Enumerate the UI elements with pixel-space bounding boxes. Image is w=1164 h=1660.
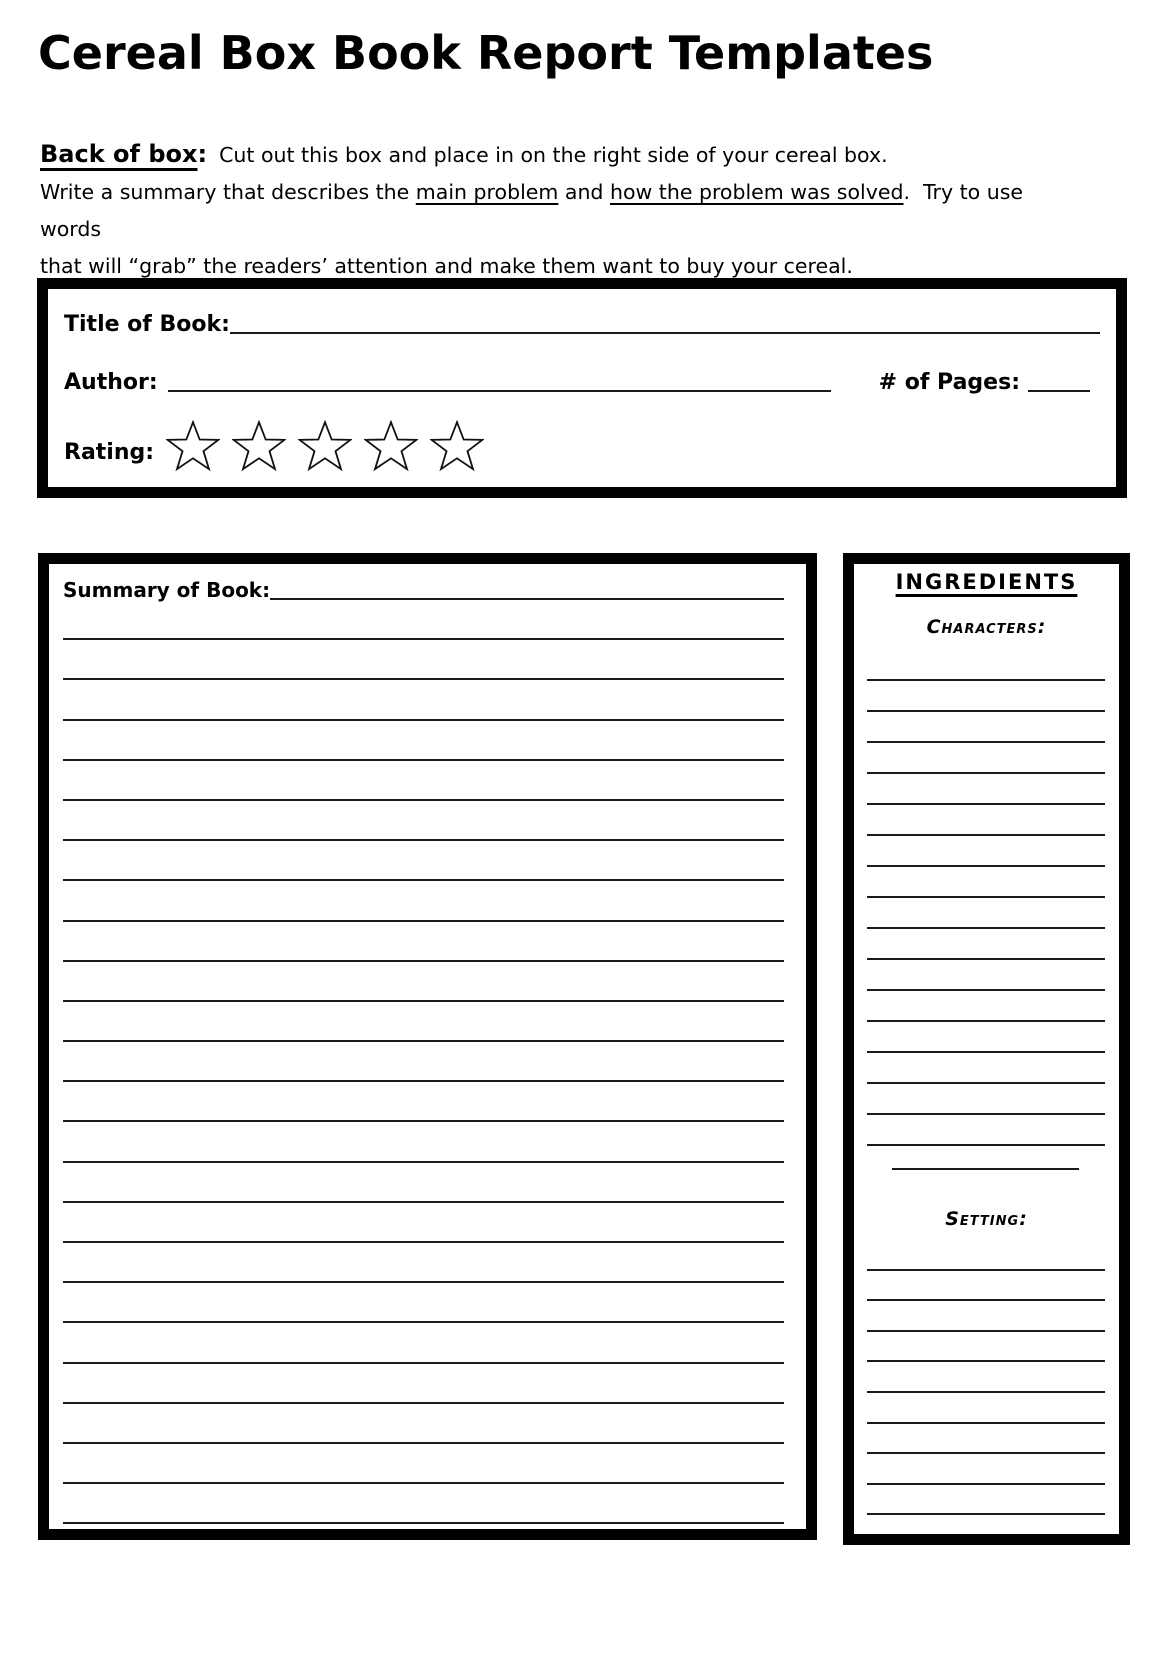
ingredients-heading: INGREDIENTS xyxy=(895,570,1078,594)
ruled-line xyxy=(63,1404,784,1444)
ruled-line xyxy=(867,1362,1105,1393)
characters-ruled-lines xyxy=(867,650,1105,1146)
pages-blank-line xyxy=(1028,390,1090,392)
ruled-line xyxy=(63,1364,784,1404)
instructions-line2-mid: and xyxy=(558,180,610,204)
star-outline-icon xyxy=(430,420,484,472)
ruled-line xyxy=(867,1084,1105,1115)
ruled-line xyxy=(63,1323,784,1363)
characters-label: Characters: xyxy=(926,616,1047,638)
ruled-line xyxy=(63,1444,784,1484)
ruled-line xyxy=(63,962,784,1002)
ruled-line xyxy=(63,881,784,921)
title-of-book-row xyxy=(64,311,1100,339)
rating-label: Rating: xyxy=(64,439,155,465)
ruled-line xyxy=(63,922,784,962)
author-blank-line xyxy=(168,390,831,392)
instructions-line3: that will “grab” the readers’ attention and make them want to buy your cereal. xyxy=(40,254,853,278)
characters-short-line xyxy=(892,1168,1079,1170)
ruled-line xyxy=(867,929,1105,960)
ruled-line xyxy=(867,1271,1105,1302)
ruled-line xyxy=(63,640,784,680)
ruled-line xyxy=(867,1240,1105,1271)
instructions-line2-pre: Write a summary that describes the xyxy=(40,180,416,204)
author-label: Author: xyxy=(64,370,158,395)
rating-row xyxy=(64,418,484,472)
ruled-line xyxy=(867,1454,1105,1485)
rating-stars xyxy=(154,420,484,472)
ruled-line xyxy=(867,1053,1105,1084)
ruled-line xyxy=(63,841,784,881)
title-of-book-blank-line xyxy=(230,332,1100,334)
back-of-box-heading: Back of box xyxy=(40,140,198,168)
instructions-line2-post: . Try to use words xyxy=(40,180,1024,241)
page-title: Cereal Box Book Report Templates xyxy=(38,26,934,80)
ruled-line xyxy=(867,650,1105,681)
ruled-line xyxy=(63,1042,784,1082)
ruled-line xyxy=(867,836,1105,867)
title-of-book-label: Title of Book: xyxy=(64,312,230,337)
ruled-line xyxy=(63,761,784,801)
ruled-line xyxy=(63,1203,784,1243)
star-outline-icon xyxy=(298,420,352,472)
ruled-line xyxy=(867,960,1105,991)
star-outline-icon xyxy=(166,420,220,472)
ruled-line xyxy=(867,1115,1105,1146)
back-of-box-colon: : xyxy=(197,140,208,168)
ruled-line xyxy=(867,681,1105,712)
ruled-line xyxy=(63,721,784,761)
summary-ruled-lines xyxy=(63,600,784,1524)
ruled-line xyxy=(63,1243,784,1283)
ruled-line xyxy=(867,1301,1105,1332)
ruled-line xyxy=(63,1002,784,1042)
book-info-box xyxy=(37,278,1127,498)
ruled-line xyxy=(867,1332,1105,1363)
summary-of-book-label: Summary of Book: xyxy=(63,578,271,602)
instructions-underline-problem-solved: how the problem was solved xyxy=(609,180,904,204)
ruled-line xyxy=(867,743,1105,774)
ruled-line xyxy=(63,801,784,841)
ruled-line xyxy=(867,1485,1105,1516)
star-outline-icon xyxy=(364,420,418,472)
instructions-paragraph xyxy=(40,136,1050,285)
setting-ruled-lines xyxy=(867,1240,1105,1515)
ruled-line xyxy=(63,1122,784,1162)
ingredients-box xyxy=(843,553,1130,1545)
ruled-line xyxy=(867,805,1105,836)
setting-label: Setting: xyxy=(945,1208,1028,1230)
ruled-line xyxy=(867,1424,1105,1455)
ruled-line xyxy=(867,867,1105,898)
author-row xyxy=(64,369,1090,397)
instructions-line1: Cut out this box and place in on the right side of your cereal box. xyxy=(219,143,888,167)
pages-label: # of Pages: xyxy=(878,370,1020,395)
ruled-line xyxy=(63,680,784,720)
ruled-line xyxy=(867,774,1105,805)
ruled-line xyxy=(867,1393,1105,1424)
ruled-line xyxy=(63,1082,784,1122)
summary-box xyxy=(38,553,817,1540)
ruled-line xyxy=(867,898,1105,929)
ruled-line xyxy=(63,1163,784,1203)
ruled-line xyxy=(63,600,784,640)
ruled-line xyxy=(63,1283,784,1323)
instructions-underline-main-problem: main problem xyxy=(415,180,559,204)
ruled-line xyxy=(867,712,1105,743)
star-outline-icon xyxy=(232,420,286,472)
ruled-line xyxy=(63,1484,784,1524)
ruled-line xyxy=(867,1022,1105,1053)
ruled-line xyxy=(867,991,1105,1022)
